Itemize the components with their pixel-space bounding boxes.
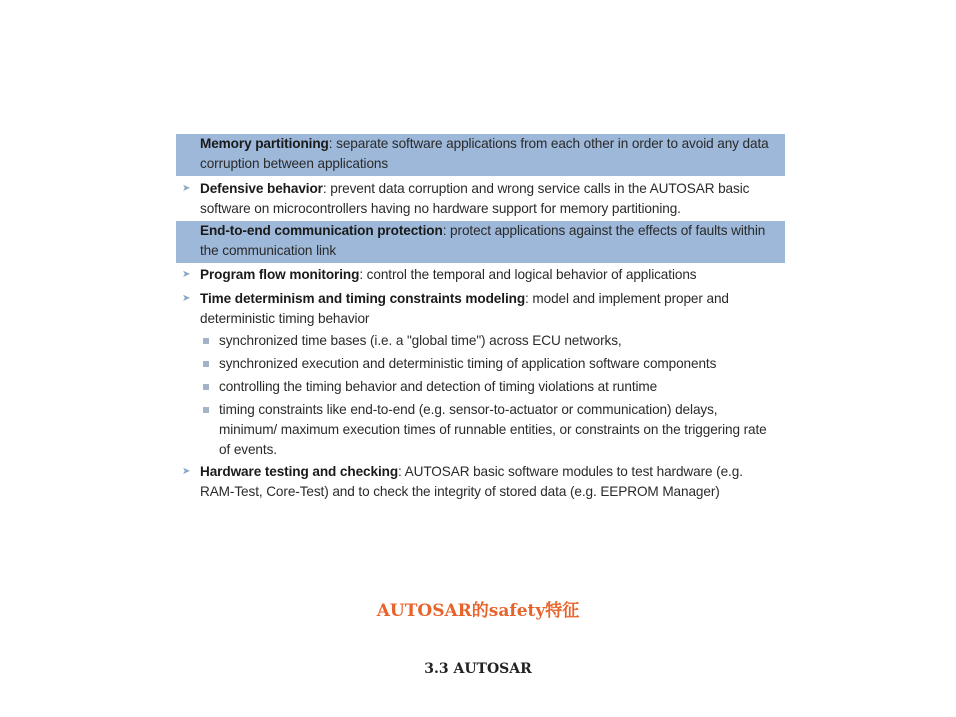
feature-description: : AUTOSAR basic software modules to test hardware (e.g. RAM-Test, Core-Test) and to check the integrity of stored data (e.g. EEPROM Manager) <box>200 464 743 499</box>
feature-term: Memory partitioning <box>200 136 329 151</box>
timing-sub-item: controlling the timing behavior and detection of timing violations at runtime <box>176 377 785 397</box>
square-bullet-icon <box>203 361 209 367</box>
feature-description: : model and implement proper and deterministic timing behavior <box>200 291 729 326</box>
feature-program-flow-monitoring <box>176 265 785 285</box>
feature-hardware-testing <box>176 462 785 524</box>
feature-description: : separate software applications from each other in order to avoid any data corruption between applications <box>200 136 769 171</box>
slide-caption: AUTOSAR的safety特征 <box>376 601 580 621</box>
safety-features-panel <box>176 131 785 526</box>
feature-description: : protect applications against the effects of faults within the communication link <box>200 223 766 258</box>
feature-memory-partitioning <box>176 134 785 176</box>
feature-term: Program flow monitoring <box>200 267 360 282</box>
feature-term: Time determinism and timing constraints modeling <box>200 291 526 306</box>
feature-description: : prevent data corruption and wrong service calls in the AUTOSAR basic software on microcontrollers having no hardware support for memory partitioning. <box>200 181 750 216</box>
timing-sub-item: synchronized time bases (i.e. a "global time") across ECU networks, <box>176 331 785 351</box>
timing-sub-item: timing constraints like end-to-end (e.g. sensor-to-actuator or communication) delays, minimum/ maximum execution times of runnable entities, or constraints on the triggering rate of events. <box>176 400 785 460</box>
square-bullet-icon <box>203 407 209 413</box>
feature-term: Defensive behavior <box>200 181 323 196</box>
square-bullet-icon <box>203 384 209 390</box>
feature-time-determinism <box>176 289 785 331</box>
feature-end-to-end-protection <box>176 221 785 263</box>
arrow-bullet-icon: ➤ <box>182 183 191 194</box>
arrow-bullet-icon: ➤ <box>182 269 191 280</box>
square-bullet-icon <box>203 338 209 344</box>
arrow-bullet-icon: ➤ <box>182 293 191 304</box>
section-footer: 3.3 AUTOSAR <box>424 661 532 677</box>
feature-term: Hardware testing and checking <box>200 464 399 479</box>
feature-defensive-behavior <box>176 179 785 221</box>
timing-sub-item: synchronized execution and deterministic timing of application software components <box>176 354 785 374</box>
feature-term: End-to-end communication protection <box>200 223 443 238</box>
arrow-bullet-icon: ➤ <box>182 466 191 477</box>
feature-description: : control the temporal and logical behavior of applications <box>359 267 697 282</box>
